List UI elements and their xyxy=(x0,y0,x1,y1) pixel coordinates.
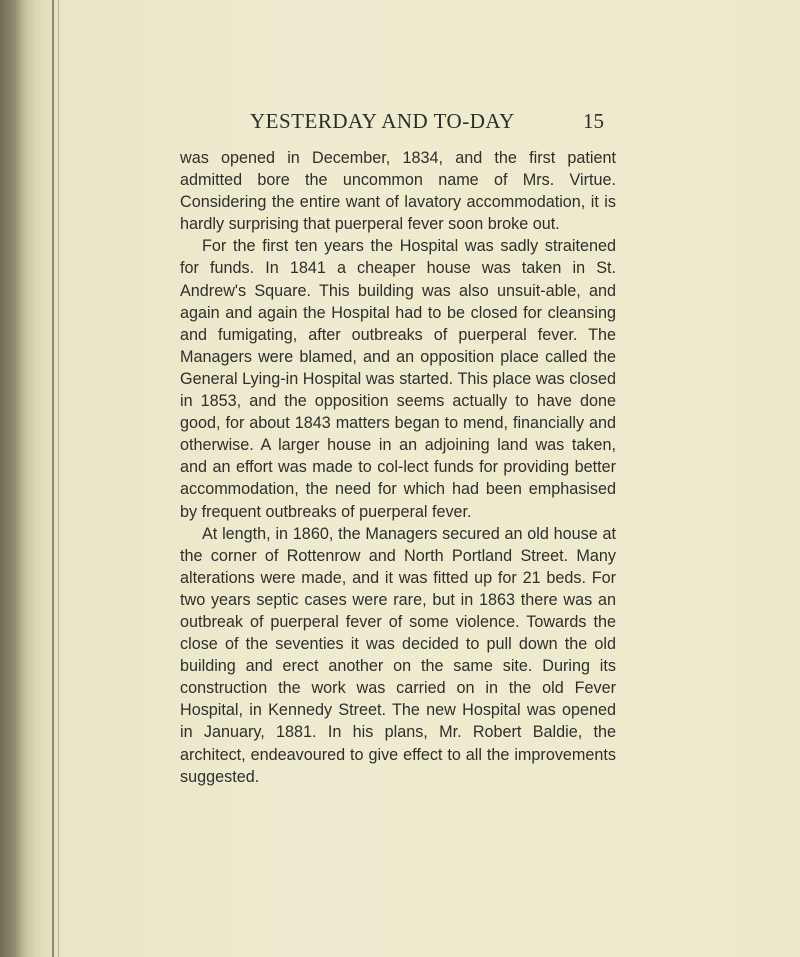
binding-shadow-line xyxy=(52,0,54,957)
running-title: YESTERDAY AND TO-DAY xyxy=(250,109,515,133)
paragraph-3: At length, in 1860, the Managers secured an old house at the corner of Rottenrow and North Portland Street. Many alterations were made, and it was fitted up for 21 beds. For two years septic cases were rare, but in 1863 there was an outbreak of puerperal fever of some violence. Towards the close of the seventies it was decided to pull down the old building and erect another on the same site. During its construction the work was carried on in the old Fever Hospital, in Kennedy Street. The new Hospital was opened in January, 1881. In his plans, Mr. Robert Baldie, the architect, endeavoured to give effect to all the improvements suggested. xyxy=(180,524,616,786)
page-number: 15 xyxy=(583,109,604,133)
paragraph-2: For the first ten years the Hospital was sadly straitened for funds. In 1841 a cheaper house was taken in St. Andrew's Square. This building was also unsuit-able, and again and again the Hospital had to be closed for cleansing and fumigating, after outbreaks of puerperal fever. The Managers were blamed, and an opposition place called the General Lying-in Hospital was started. This place was closed in 1853, and the opposition seems actually to have done good, for about 1843 matters began to mend, financially and otherwise. A larger house in an adjoining land was taken, and an effort was made to col-lect funds for providing better accommodation, the need for which had been emphasised by frequent outbreaks of puerperal fever. xyxy=(180,237,616,521)
body-text xyxy=(180,147,616,788)
paragraph-1: was opened in December, 1834, and the first patient admitted bore the uncommon name of Mrs. Virtue. Considering the entire want of lavatory accommodation, it is hardly surprising that puerperal fever soon broke out. xyxy=(180,149,616,234)
binding-shadow-line-secondary xyxy=(58,0,59,957)
